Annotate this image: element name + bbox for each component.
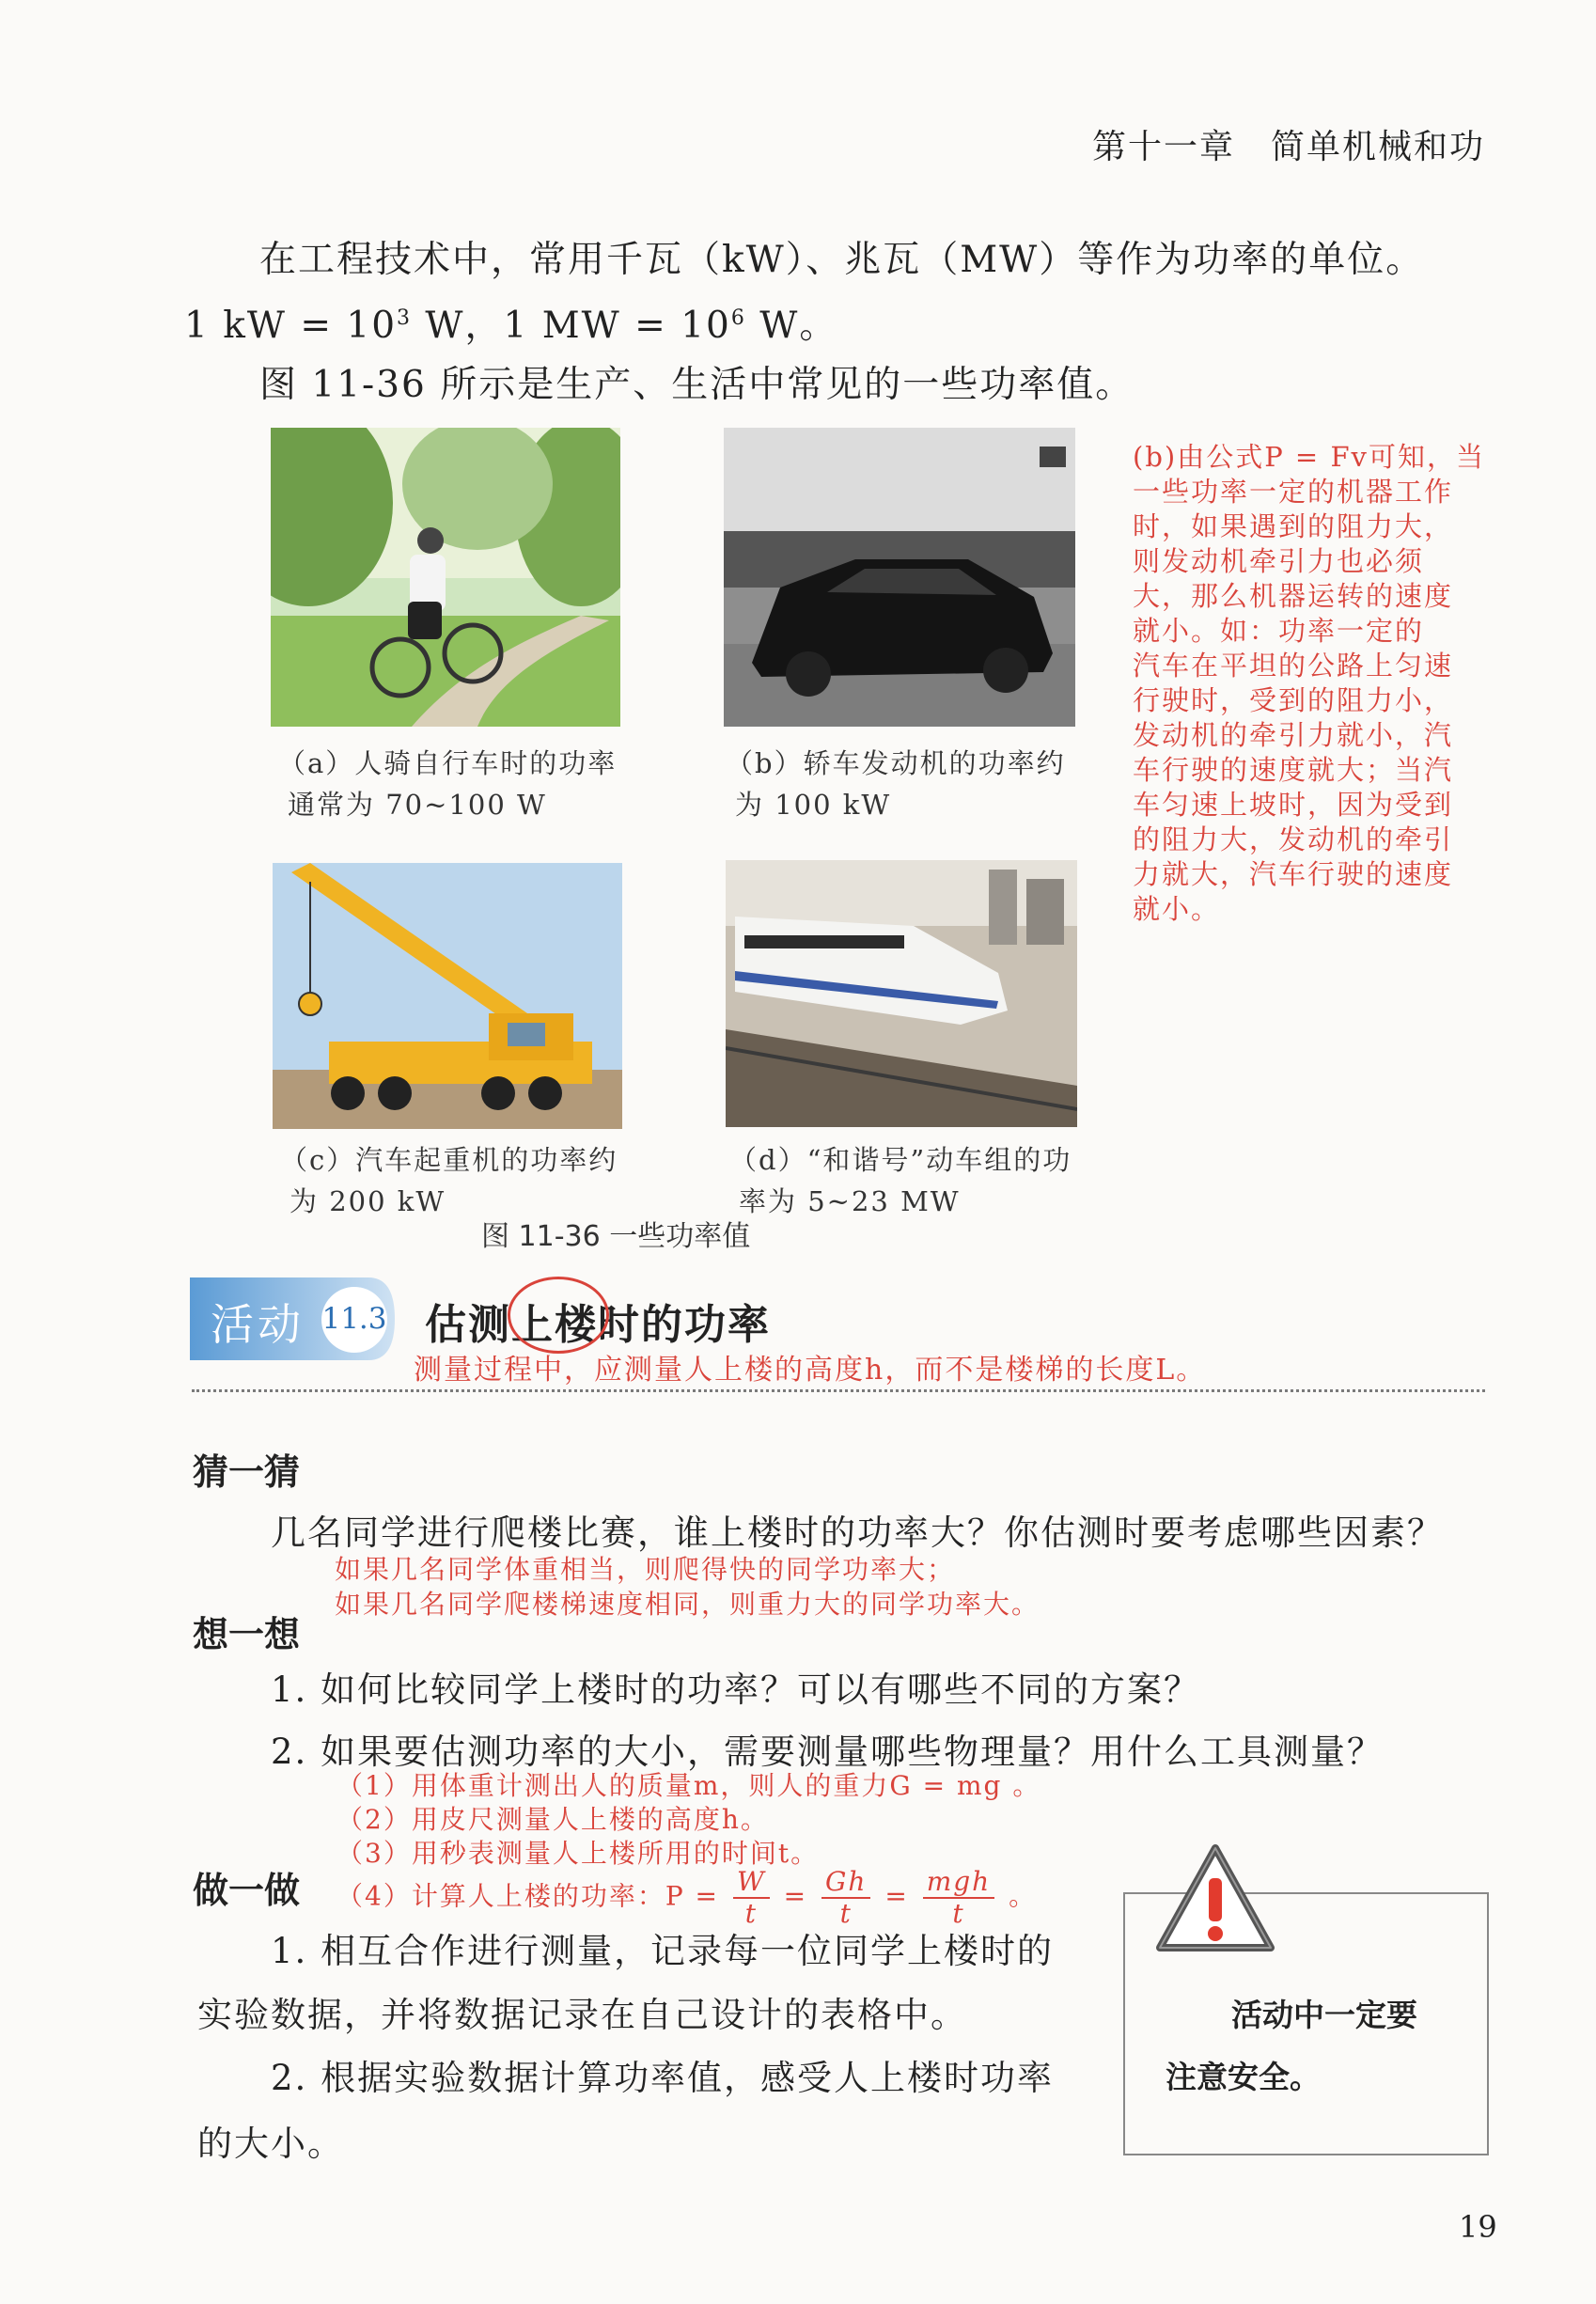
margin-note-b: [1133, 440, 1490, 927]
think-heading: 想一想: [193, 1614, 301, 1655]
activity-word: 活动: [211, 1299, 305, 1350]
fraction-gh-t: [821, 1866, 870, 1929]
do-step-1b: 实验数据，并将数据记录在自己设计的表格中。: [197, 1995, 967, 2035]
guess-question: 几名同学进行爬楼比赛，谁上楼时的功率大？你估测时要考虑哪些因素？: [271, 1512, 1444, 1553]
activity-title: 估测上楼时的功率: [425, 1301, 771, 1349]
page-number: 19: [1459, 2209, 1497, 2245]
chapter-header: 第十一章 简单机械和功: [1091, 128, 1485, 166]
figure-caption: 图 11-36 一些功率值: [481, 1220, 751, 1253]
think-note-2: （2）用皮尺测量人上楼的高度h。: [336, 1804, 769, 1835]
note-line: (b)由公式P = Fv可知，当: [1133, 441, 1485, 473]
do-step-2b: 的大小。: [197, 2124, 344, 2164]
caption-b-line2: 为 100 kW: [735, 789, 892, 821]
intro-line-2: [184, 296, 837, 349]
intro-line-1: 在工程技术中，常用千瓦（kW）、兆瓦（MW）等作为功率的单位。: [259, 239, 1425, 281]
note-line: 大，那么机器运转的速度: [1133, 580, 1454, 612]
activity-banner: [190, 1274, 395, 1364]
note-line: 一些功率一定的机器工作: [1133, 476, 1454, 508]
note-line: 力就大，汽车行驶的速度: [1133, 858, 1454, 890]
think-note-3: （3）用秒表测量人上楼所用的时间t。: [336, 1838, 820, 1869]
guess-note-1: 如果几名同学体重相当，则爬得快的同学功率大；: [335, 1554, 956, 1585]
numerator: Gh: [821, 1869, 870, 1899]
caption-c-line1: （c）汽车起重机的功率约: [280, 1144, 618, 1176]
unit-text: W，1 MW = 10: [412, 305, 731, 347]
photo-high-speed-train: [726, 860, 1077, 1127]
fraction-mgh-t: [923, 1866, 995, 1929]
caption-c: [280, 1139, 618, 1222]
note-line: 则发动机牵引力也必须: [1133, 545, 1425, 577]
unit-text: W。: [745, 305, 838, 347]
note-line: 汽车在平坦的公路上匀速: [1133, 650, 1454, 682]
denominator: t: [952, 1898, 965, 1929]
caption-a: [278, 743, 617, 825]
fraction-w-t: [733, 1866, 770, 1929]
unit-text: 1 kW = 10: [184, 305, 398, 347]
note-line: 发动机的牵引力就小，汽: [1133, 719, 1454, 751]
caption-a-line2: 通常为 70~100 W: [288, 789, 547, 821]
think-note-1: （1）用体重计测出人的质量m，则人的重力G = mg 。: [336, 1770, 1041, 1801]
note-line: 时，如果遇到的阻力大，: [1133, 510, 1454, 542]
photo-sedan: [724, 428, 1075, 727]
period: 。: [1009, 1880, 1038, 1912]
denominator: t: [744, 1898, 758, 1929]
exponent: 6: [730, 306, 746, 330]
caption-d-line1: （d）“和谐号”动车组的功: [729, 1144, 1072, 1176]
note-line: 就小。如：功率一定的: [1133, 615, 1425, 647]
equals-sign: =: [884, 1880, 909, 1912]
caption-a-line1: （a）人骑自行车时的功率: [278, 747, 618, 779]
think-question-1: 1. 如何比较同学上楼时的功率？可以有哪些不同的方案？: [271, 1669, 1201, 1710]
think-note-4: [336, 1866, 1038, 1929]
numerator: W: [733, 1869, 770, 1899]
intro-line-3: 图 11-36 所示是生产、生活中常见的一些功率值。: [259, 364, 1134, 406]
note-line: 车匀速上坡时，因为受到: [1133, 789, 1454, 821]
activity-number: 11.3: [321, 1302, 387, 1336]
note-line: 行驶时，受到的阻力小，: [1133, 684, 1454, 716]
think-question-2: 2. 如果要估测功率的大小，需要测量哪些物理量？用什么工具测量？: [271, 1732, 1385, 1772]
exponent: 3: [397, 306, 413, 330]
caption-d: [729, 1139, 1072, 1222]
formula-prefix: （4）计算人上楼的功率：P =: [336, 1880, 720, 1912]
handwritten-circle-mark: [508, 1277, 609, 1354]
photo-cyclist: [271, 428, 620, 727]
equals-sign: =: [783, 1880, 808, 1912]
do-step-1a: 1. 相互合作进行测量，记录每一位同学上楼时的: [271, 1931, 1055, 1971]
caption-b: [726, 743, 1066, 825]
dotted-divider: [192, 1389, 1485, 1392]
numerator: mgh: [923, 1869, 995, 1899]
photo-crane-truck: [273, 863, 622, 1129]
warning-text-line2: 注意安全。: [1166, 2059, 1321, 2095]
caption-c-line2: 为 200 kW: [289, 1185, 446, 1217]
do-heading: 做一做: [193, 1870, 301, 1911]
caption-b-line1: （b）轿车发动机的功率约: [726, 747, 1066, 779]
caption-d-line2: 率为 5~23 MW: [739, 1185, 961, 1217]
warning-triangle-icon: [1154, 1842, 1276, 1957]
warning-text-line1: 活动中一定要: [1231, 1997, 1417, 2033]
note-line: 的阻力大，发动机的牵引: [1133, 823, 1454, 855]
do-step-2a: 2. 根据实验数据计算功率值，感受人上楼时功率: [271, 2058, 1055, 2098]
denominator: t: [839, 1898, 853, 1929]
activity-note: 测量过程中，应测量人上楼的高度h，而不是楼梯的长度L。: [414, 1354, 1207, 1387]
note-line: 就小。: [1133, 893, 1221, 925]
guess-heading: 猜一猜: [193, 1451, 301, 1493]
guess-note-2: 如果几名同学爬楼梯速度相同，则重力大的同学功率大。: [335, 1589, 1041, 1620]
note-line: 车行驶的速度就大；当汽: [1133, 754, 1454, 786]
